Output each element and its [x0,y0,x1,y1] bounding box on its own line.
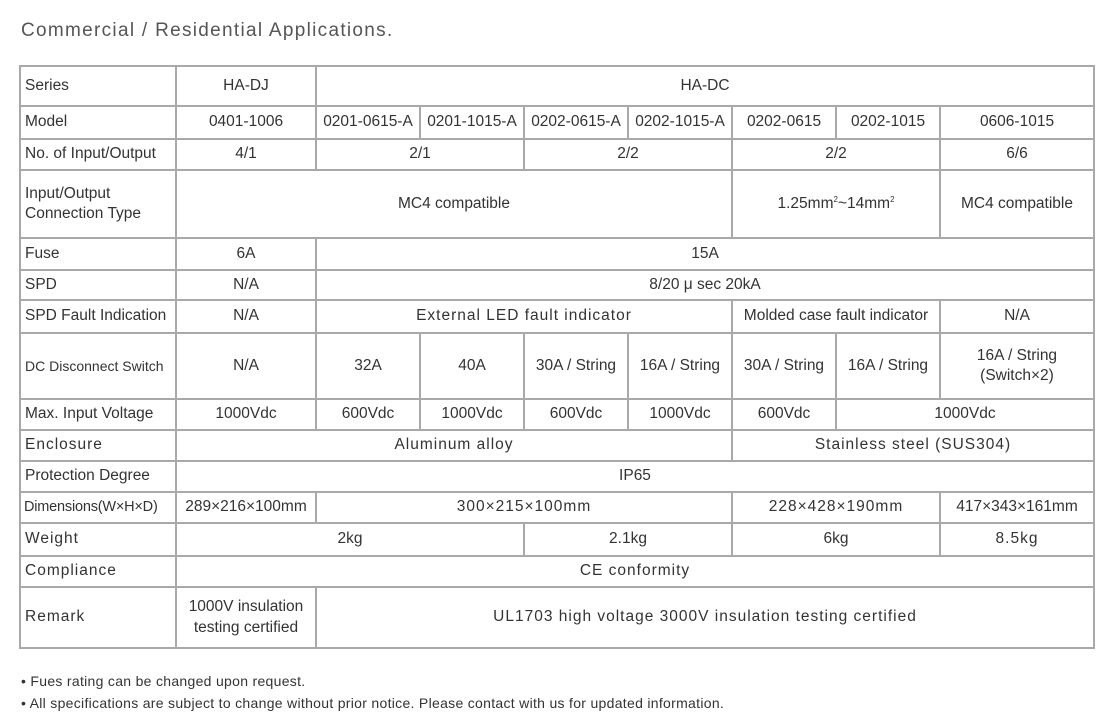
model-cell: 0606-1015 [940,106,1094,139]
switch-cell: 16A / String (Switch×2) [940,333,1094,399]
switch-cell: 16A / String [628,333,732,399]
label-connection: Input/Output Connection Type [20,170,176,238]
voltage-cell: 600Vdc [524,399,628,430]
row-io [20,139,1094,170]
io-cell: 6/6 [940,139,1094,170]
label-dc-switch: DC Disconnect Switch [20,333,176,399]
fuse-dj: 6A [176,238,316,270]
series-ha-dc: HA-DC [316,66,1094,106]
page-title: Commercial / Residential Applications. [21,20,394,41]
switch-cell: 32A [316,333,420,399]
label-fuse: Fuse [20,238,176,270]
spd-fault-molded: Molded case fault indicator [732,300,940,333]
footnotes [21,671,724,714]
row-spd-fault [20,300,1094,333]
switch-cell: 30A / String [732,333,836,399]
model-cell: 0201-1015-A [420,106,524,139]
row-series [20,66,1094,106]
weight-c: 6kg [732,523,940,556]
row-spd [20,270,1094,300]
label-protection: Protection Degree [20,461,176,492]
remark-dj: 1000V insulation testing certified [176,587,316,648]
label-compliance: Compliance [20,556,176,587]
fuse-dc: 15A [316,238,1094,270]
label-model: Model [20,106,176,139]
spec-table [19,65,1095,649]
label-remark: Remark [20,587,176,648]
compliance-value: CE conformity [176,556,1094,587]
row-dimensions [20,492,1094,523]
label-max-voltage: Max. Input Voltage [20,399,176,430]
row-fuse [20,238,1094,270]
model-cell: 0202-1015-A [628,106,732,139]
dim-dj: 289×216×100mm [176,492,316,523]
model-cell: 0202-0615 [732,106,836,139]
weight-b: 2.1kg [524,523,732,556]
voltage-cell: 1000Vdc [176,399,316,430]
switch-cell: 16A / String [836,333,940,399]
model-cell: 0201-0615-A [316,106,420,139]
remark-dc: UL1703 high voltage 3000V insulation testing certified [316,587,1094,648]
model-cell: 0202-0615-A [524,106,628,139]
conn-cable: $1.25mm^2\sim 14mm^2$ [732,170,940,238]
voltage-cell: 1000Vdc [628,399,732,430]
row-weight [20,523,1094,556]
io-cell: 2/2 [524,139,732,170]
io-cell: 4/1 [176,139,316,170]
spd-fault-last: N/A [940,300,1094,333]
enclosure-ss: Stainless steel (SUS304) [732,430,1094,461]
switch-cell: N/A [176,333,316,399]
row-max-voltage [20,399,1094,430]
conn-mc4-2: MC4 compatible [940,170,1094,238]
label-io: No. of Input/Output [20,139,176,170]
dim-a: 300×215×100mm [316,492,732,523]
enclosure-alu: Aluminum alloy [176,430,732,461]
model-cell: 0401-1006 [176,106,316,139]
switch-cell: 40A [420,333,524,399]
spd-fault-dj: N/A [176,300,316,333]
label-spd: SPD [20,270,176,300]
weight-d: 8.5kg [940,523,1094,556]
row-remark [20,587,1094,648]
spd-dc: 8/20 μ sec 20kA [316,270,1094,300]
io-cell: 2/2 [732,139,940,170]
voltage-cell: 600Vdc [316,399,420,430]
spd-fault-external: External LED fault indicator [316,300,732,333]
row-connection [20,170,1094,238]
switch-cell: 30A / String [524,333,628,399]
series-ha-dj: HA-DJ [176,66,316,106]
io-cell: 2/1 [316,139,524,170]
row-compliance [20,556,1094,587]
weight-a: 2kg [176,523,524,556]
conn-mc4: MC4 compatible [176,170,732,238]
footnote: • All specifications are subject to change without prior notice. Please contact with us for updated information. [21,694,725,711]
row-protection [20,461,1094,492]
label-series: Series [20,66,176,106]
label-enclosure: Enclosure [20,430,176,461]
voltage-cell: 1000Vdc [420,399,524,430]
label-spd-fault: SPD Fault Indication [20,300,176,333]
protection-value: IP65 [176,461,1094,492]
dim-c: 417×343×161mm [940,492,1094,523]
voltage-cell: 1000Vdc [836,399,1094,430]
row-dc-switch [20,333,1094,399]
row-model [20,106,1094,139]
label-dimensions: Dimensions(W×H×D) [20,492,176,523]
label-weight: Weight [20,523,176,556]
model-cell: 0202-1015 [836,106,940,139]
footnote: • Fues rating can be changed upon request. [21,673,306,689]
dim-b: 228×428×190mm [732,492,940,523]
spd-dj: N/A [176,270,316,300]
row-enclosure [20,430,1094,461]
voltage-cell: 600Vdc [732,399,836,430]
